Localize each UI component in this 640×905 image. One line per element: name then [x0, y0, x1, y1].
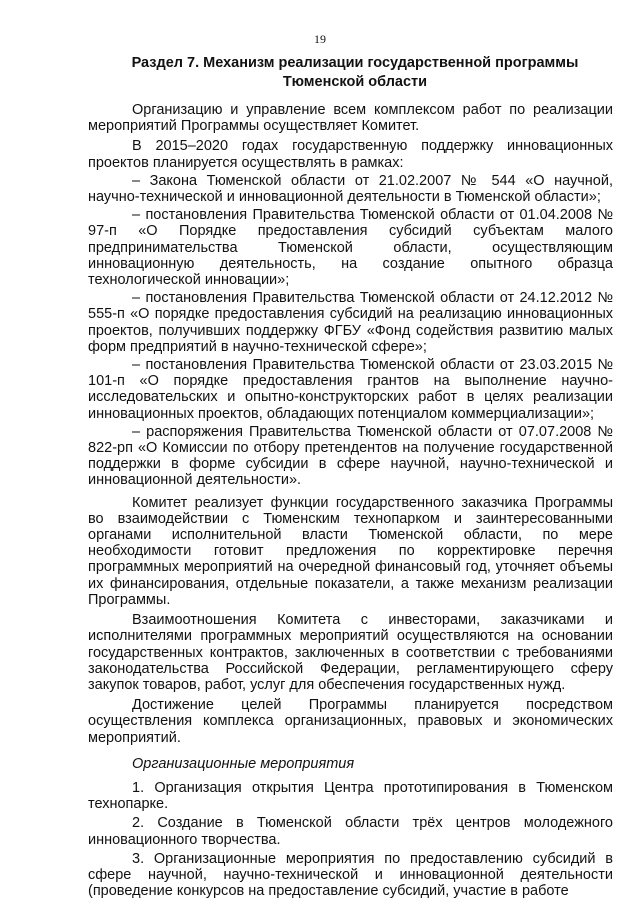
paragraph: Взаимоотношения Комитета с инвесторами, заказчиками и исполнителями программных мероприятий осуществляются на основании государственных контрактов, заключенных в соответствии с требованиями законодательства Российской Федерации, регламентирующего сферу закупок товаров, работ, услуг для обеспечения государственных нужд.: [88, 612, 613, 693]
paragraph: Достижение целей Программы планируется посредством осуществления комплекса организационных, правовых и экономических мероприятий.: [88, 697, 613, 746]
section-title: Раздел 7. Механизм реализации государственной программы Тюменской области: [131, 55, 579, 90]
numbered-item: 3. Организационные мероприятия по предоставлению субсидий в сфере научной, научно-технической и инновационной деятельности (проведение конкурсов на предоставление субсидий, участие в работе: [88, 850, 613, 900]
list-item: – постановления Правительства Тюменской области от 01.04.2008 № 97-п «О Порядке предоставления субсидий субъектам малого предпринимательства Тюменской области, осуществляющим инновационную деятельность, на создание опытного образца технологической инновации»;: [88, 207, 613, 289]
numbered-item: 1. Организация открытия Центра прототипирования в Тюменском технопарке.: [88, 779, 613, 813]
list-item: – постановления Правительства Тюменской области от 24.12.2012 № 555-п «О порядке предоставления субсидий на реализацию инновационных проектов, получивших поддержку ФГБУ «Фонд содействия развитию малых форм предприятий в научно-технической сфере»;: [88, 290, 613, 355]
numbered-item: 2. Создание в Тюменской области трёх центров молодежного инновационного творчества.: [88, 815, 613, 848]
paragraph: Комитет реализует функции государственного заказчика Программы во взаимодействии с Тюменским технопарком и заинтересованными органами исполнительной власти Тюменской области, по мере необходимости готовит предложения по корректировке перечня программных мероприятий на очередной финансовый год, уточняет объемы их финансирования, отдельные показатели, а также механизм реализации Программы.: [88, 494, 613, 608]
list-item: – распоряжения Правительства Тюменской области от 07.07.2008 № 822-рп «О Комиссии по отбору претендентов на получение государственной поддержки в форме субсидии в сфере научной, научно-технической и инновационной деятельности».: [88, 423, 613, 489]
list-item: – Закона Тюменской области от 21.02.2007 № 544 «О научной, научно-технической и инновационной деятельности в Тюменской области»;: [88, 172, 613, 206]
page-number: 19: [314, 32, 326, 46]
document-body: [88, 102, 613, 902]
paragraph: В 2015–2020 годах государственную поддержку инновационных проектов планируется осуществлять в рамках:: [88, 138, 613, 171]
paragraph: Организацию и управление всем комплексом работ по реализации мероприятий Программы осуществляет Комитет.: [88, 102, 613, 135]
subheading: Организационные мероприятия: [132, 755, 355, 772]
list-item: – постановления Правительства Тюменской области от 23.03.2015 № 101-п «О порядке предоставления грантов на выполнение научно-исследовательских и опытно-конструкторских работ в целях реализации инновационных проектов, обладающих потенциалом коммерциализации»;: [88, 357, 613, 422]
